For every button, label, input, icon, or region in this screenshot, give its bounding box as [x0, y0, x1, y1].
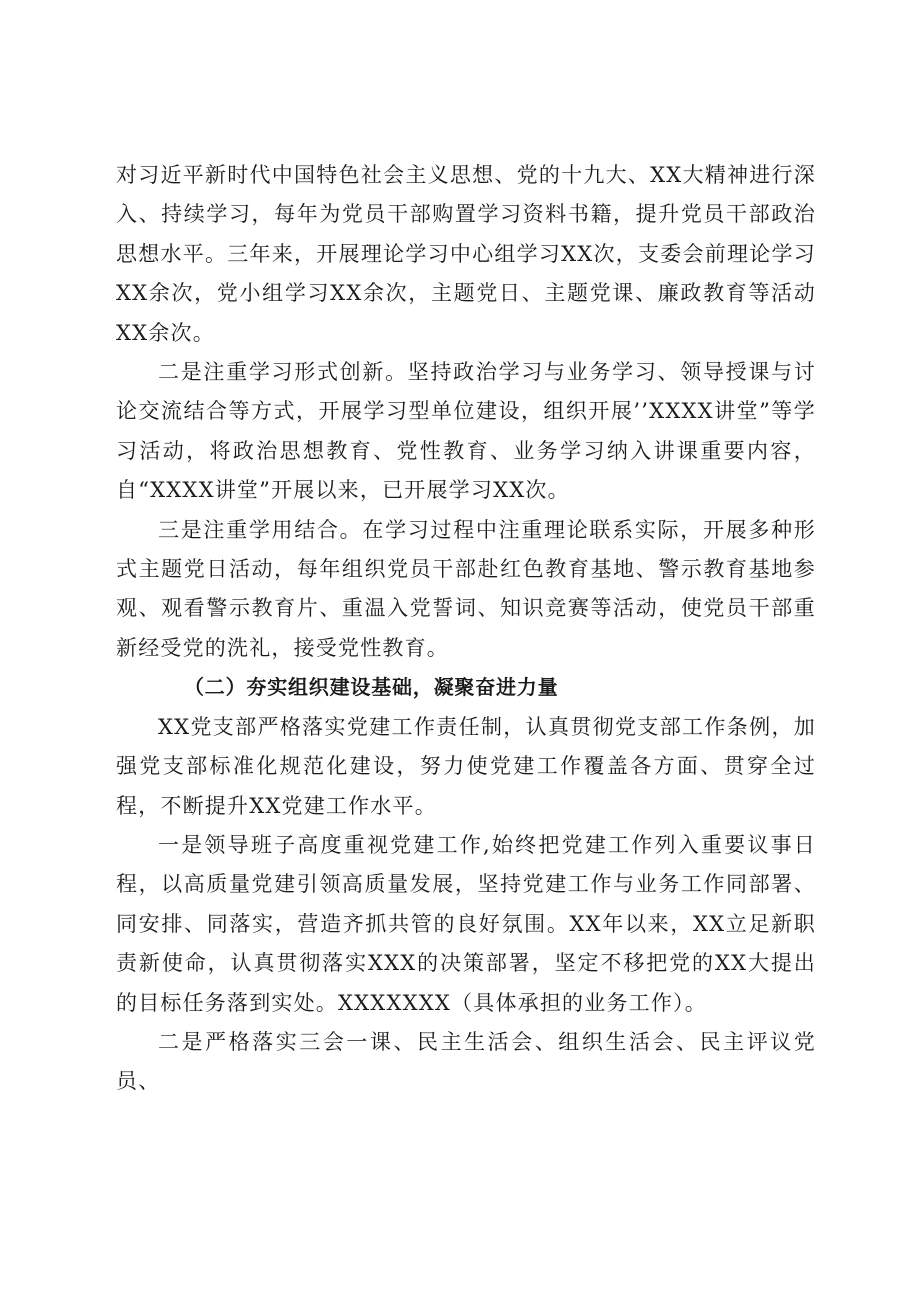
paragraph-leadership-attention: 一是领导班子高度重视党建工作,始终把党建工作列入重要议事日程，以高质量党建引领高质量发展，坚持党建工作与业务工作同部署、同安排、同落实，营造齐抓共管的良好氛围。XX年以来，XX立足新职责新使命，认真贯彻落实XXX的决策部署，坚定不移把党的XX大提出的目标任务落到实处。XXXXXXX（具体承担的业务工作）。: [116, 832, 816, 1015]
paragraph-study-practice: 三是注重学用结合。在学习过程中注重理论联系实际，开展多种形式主题党日活动，每年组织党员干部赴红色教育基地、警示教育基地参观、观看警示教育片、重温入党誓词、知识竞赛等活动，使党员干部重新经受党的洗礼，接受党性教育。: [116, 517, 816, 660]
section-heading-organization: （二）夯实组织建设基础，凝聚奋进力量: [184, 675, 559, 700]
paragraph-study-overview: 对习近平新时代中国特色社会主义思想、党的十九大、XX大精神进行深入、持续学习，每年为党员干部购置学习资料书籍，提升党员干部政治思想水平。三年来，开展理论学习中心组学习XX次，支委会前理论学习XX余次，党小组学习XX余次，主题党日、主题党课、廉政教育等活动XX余次。: [116, 163, 816, 345]
paragraph-three-meetings: 二是严格落实三会一课、民主生活会、组织生活会、民主评议党员、: [116, 1029, 816, 1094]
paragraph-study-form-innovation: 二是注重学习形式创新。坚持政治学习与业务学习、领导授课与讨论交流结合等方式，开展学习型单位建设，组织开展’’XXXX讲堂”等学习活动，将政治思想教育、党性教育、业务学习纳入讲课重要内容，自“XXXX讲堂”开展以来，已开展学习XX次。: [116, 360, 816, 503]
document-body: [116, 156, 816, 1102]
paragraph-organization-responsibility: XX党支部严格落实党建工作责任制，认真贯彻党支部工作条例，加强党支部标准化规范化建设，努力使党建工作覆盖各方面、贯穿全过程，不断提升XX党建工作水平。: [116, 714, 816, 818]
